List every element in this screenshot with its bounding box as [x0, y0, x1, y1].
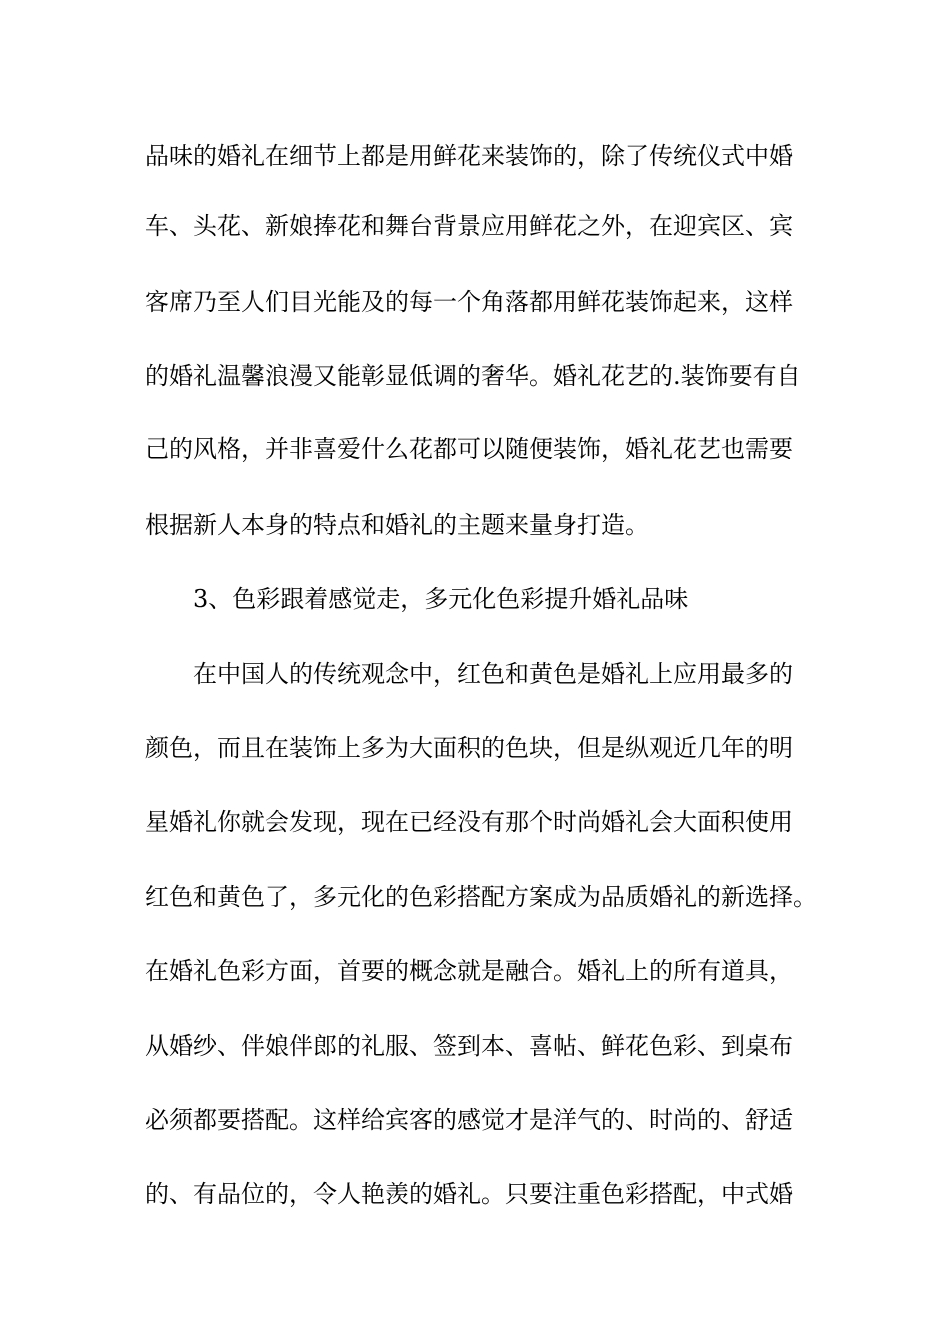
body-text-line: 车、头花、新娘捧花和舞台背景应用鲜花之外，在迎宾区、宾 — [145, 212, 793, 240]
section-heading: 3、色彩跟着感觉走，多元化色彩提升婚礼品味 — [193, 585, 689, 613]
body-text-line: 己的风格，并非喜爱什么花都可以随便装饰，婚礼花艺也需要 — [145, 435, 793, 463]
paragraph-first-line: 在中国人的传统观念中，红色和黄色是婚礼上应用最多的 — [193, 660, 793, 688]
body-text-line: 的、有品位的，令人艳羡的婚礼。只要注重色彩搭配，中式婚 — [145, 1180, 793, 1208]
body-text-line: 根据新人本身的特点和婚礼的主题来量身打造。 — [145, 511, 649, 539]
body-text-line: 客席乃至人们目光能及的每一个角落都用鲜花装饰起来，这样 — [145, 288, 793, 316]
body-text-line: 星婚礼你就会发现，现在已经没有那个时尚婚礼会大面积使用 — [145, 808, 793, 836]
body-text-line: 的婚礼温馨浪漫又能彰显低调的奢华。婚礼花艺的.装饰要有自 — [145, 362, 801, 390]
body-text-line: 品味的婚礼在细节上都是用鲜花来装饰的，除了传统仪式中婚 — [145, 142, 793, 170]
body-text-line: 红色和黄色了，多元化的色彩搭配方案成为品质婚礼的新选择。 — [145, 883, 817, 911]
body-text-line: 颜色，而且在装饰上多为大面积的色块，但是纵观近几年的明 — [145, 734, 793, 762]
body-text-line: 必须都要搭配。这样给宾客的感觉才是洋气的、时尚的、舒适 — [145, 1106, 793, 1134]
body-text-line: 从婚纱、伴娘伴郎的礼服、签到本、喜帖、鲜花色彩、到桌布 — [145, 1032, 793, 1060]
body-text-line: 在婚礼色彩方面，首要的概念就是融合。婚礼上的所有道具， — [145, 957, 793, 985]
